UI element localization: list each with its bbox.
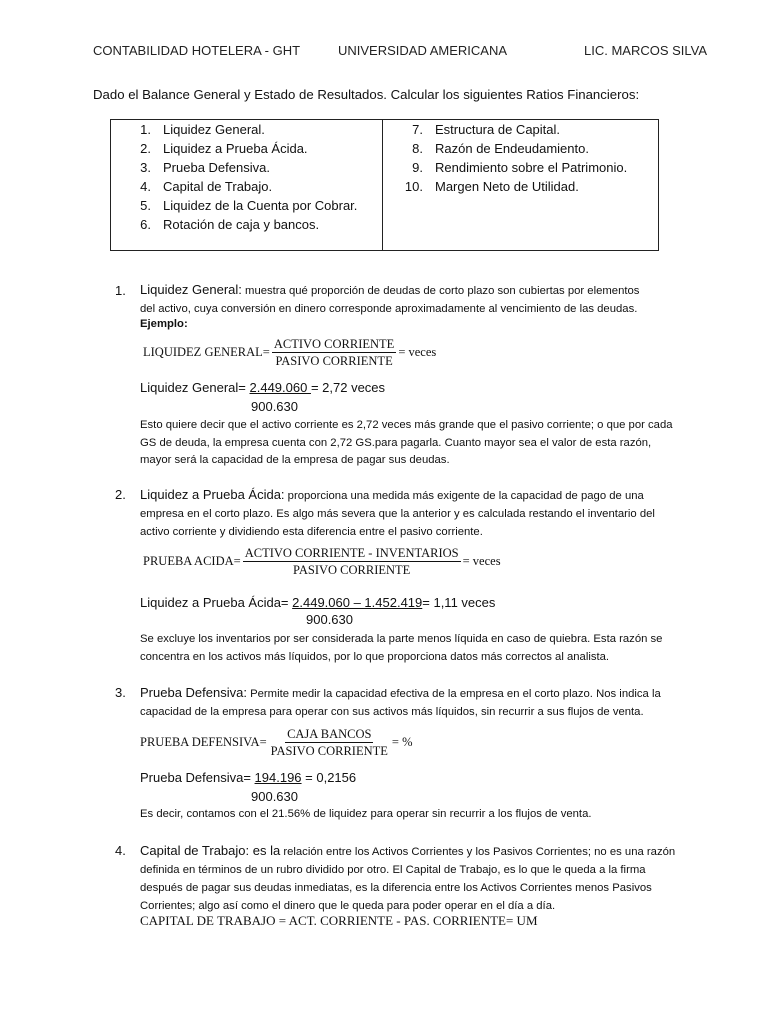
calc-label: Liquidez General=: [140, 380, 250, 395]
example-label: Ejemplo:: [140, 318, 188, 330]
section-title: Liquidez General:: [140, 282, 242, 297]
description-text: proporciona una medida más exigente de la capacidad de pago de una empresa en el corto plazo. Es algo más severa que la anterior y es calculada restando el inventario del activo corriente y dividiendo esta diferencia entre el pasivo corriente.: [140, 490, 655, 538]
ratio-number: 10.: [404, 179, 423, 194]
calc-denominator: 900.630: [306, 612, 353, 627]
ratios-list-right: [401, 120, 627, 196]
intro-text: Dado el Balance General y Estado de Resultados. Calcular los siguientes Ratios Financieros:: [93, 87, 640, 102]
formula-numerator: ACTIVO CORRIENTE - INVENTARIOS: [244, 546, 459, 560]
formula-name: PRUEBA DEFENSIVA=: [140, 735, 267, 749]
ratio-label: Liquidez General.: [163, 122, 265, 137]
calc-label: Prueba Defensiva=: [140, 770, 255, 785]
ratio-label: Estructura de Capital.: [435, 122, 561, 137]
ratio-list-item: [401, 177, 627, 196]
section-title: Capital de Trabajo: es la: [140, 843, 281, 858]
ratio-label: Capital de Trabajo.: [163, 179, 273, 194]
ratio-number: 1.: [140, 122, 151, 137]
ratio-list-item: [401, 158, 627, 177]
section-number: 4.: [115, 843, 126, 858]
calc-denominator: 900.630: [251, 789, 298, 804]
header-instructor: LIC. MARCOS SILVA: [584, 43, 708, 58]
ratios-list-left: [129, 120, 357, 234]
formula-result: = veces: [398, 345, 437, 359]
ratio-list-item: [401, 120, 627, 139]
ratio-number: 4.: [140, 179, 151, 194]
calc-line: [140, 595, 495, 610]
ratio-label: Rotación de caja y bancos.: [163, 217, 320, 232]
formula-liquidez-general: [143, 337, 436, 368]
calc-label: Liquidez a Prueba Ácida=: [140, 595, 293, 610]
formula-fraction: [243, 546, 461, 577]
ratio-list-item: [401, 139, 627, 158]
ratio-number: 8.: [412, 141, 423, 156]
section-explanation: Esto quiere decir que el activo corriente es 2,72 veces más grande que el pasivo corriente; o que por cada GS de deuda, la empresa cuenta con 2,72 GS.para pagarla. Cuanto mayor sea el valor de esta razón, mayor será la capacidad de la empresa de pagar sus deudas.: [140, 419, 673, 466]
formula-fraction: [269, 727, 390, 758]
section-description: [140, 684, 680, 721]
ratio-list-item: [129, 177, 357, 196]
formula-denominator: PASIVO CORRIENTE: [293, 563, 411, 577]
calc-denominator: 900.630: [251, 399, 298, 414]
section-description: [140, 281, 680, 318]
header-university: UNIVERSIDAD AMERICANA: [338, 43, 508, 58]
ratio-label: Liquidez de la Cuenta por Cobrar.: [163, 198, 358, 213]
ratios-table: [110, 119, 659, 251]
section-number: 3.: [115, 685, 126, 700]
calc-numerator: 2.449.060: [249, 380, 311, 395]
ratio-number: 5.: [140, 198, 151, 213]
ratio-label: Margen Neto de Utilidad.: [435, 179, 579, 194]
description-line: muestra qué proporción de deudas de corto plazo son cubiertas por elementos: [241, 285, 640, 297]
section-number: 1.: [115, 283, 126, 298]
ratio-label: Prueba Defensiva.: [163, 160, 270, 175]
formula-denominator: PASIVO CORRIENTE: [275, 354, 393, 368]
calc-numerator: 194.196: [254, 770, 302, 785]
calc-line: [140, 380, 385, 395]
ratio-label: Rendimiento sobre el Patrimonio.: [435, 160, 628, 175]
calc-result: = 1,11 veces: [422, 595, 496, 610]
ratio-label: Liquidez a Prueba Ácida.: [163, 141, 308, 156]
description-line: del activo, cuya conversión en dinero corresponde aproximadamente al vencimiento de las deudas.: [140, 303, 638, 315]
header-course: CONTABILIDAD HOTELERA - GHT: [93, 43, 301, 58]
section-title: Prueba Defensiva:: [140, 685, 247, 700]
ratio-number: 2.: [140, 141, 151, 156]
section-description: [140, 486, 680, 541]
formula-prueba-acida: [143, 546, 501, 577]
formula-name: PRUEBA ACIDA=: [143, 554, 241, 568]
formula-denominator: PASIVO CORRIENTE: [270, 744, 388, 758]
calc-result: = 2,72 veces: [310, 380, 386, 395]
section-title: Liquidez a Prueba Ácida:: [140, 487, 285, 502]
calc-result: = 0,2156: [301, 770, 357, 785]
calc-numerator: 2.449.060 – 1.452.419: [292, 595, 423, 610]
formula-fraction: [272, 337, 396, 368]
ratio-number: 6.: [140, 217, 151, 232]
ratio-list-item: [129, 139, 357, 158]
description-text: Permite medir la capacidad efectiva de la empresa en el corto plazo. Nos indica la capacidad de la empresa para operar con sus activos más líquidos, sin recurrir a sus flujos de venta.: [140, 688, 661, 718]
section-explanation: Es decir, contamos con el 21.56% de liquidez para operar sin recurrir a los flujos de venta.: [140, 808, 592, 820]
section-description: [140, 842, 680, 915]
ratio-label: Razón de Endeudamiento.: [435, 141, 589, 156]
formula-result: = veces: [462, 554, 501, 568]
ratio-list-item: [129, 158, 357, 177]
ratio-list-item: [129, 120, 357, 139]
formula-numerator: CAJA BANCOS: [287, 727, 372, 741]
formula-capital-de-trabajo: CAPITAL DE TRABAJO = ACT. CORRIENTE - PAS. CORRIENTE= UM: [140, 913, 538, 928]
formula-name: LIQUIDEZ GENERAL=: [143, 345, 270, 359]
ratio-list-item: [129, 215, 357, 234]
ratio-number: 9.: [412, 160, 423, 175]
calc-line: [140, 770, 356, 785]
section-explanation: Se excluye los inventarios por ser considerada la parte menos líquida en caso de quiebra. Esta razón se concentra en los activos más líquidos, por lo que proporciona datos más correctos al analista.: [140, 633, 663, 663]
section-number: 2.: [115, 487, 126, 502]
formula-numerator: ACTIVO CORRIENTE: [273, 337, 395, 351]
formula-result: = %: [391, 735, 413, 749]
ratio-list-item: [129, 196, 357, 215]
ratio-number: 7.: [412, 122, 423, 137]
formula-prueba-defensiva: [140, 727, 413, 758]
description-text: relación entre los Activos Corrientes y los Pasivos Corrientes; no es una razón definida en términos de un rubro dividido por otro. El Capital de Trabajo, es lo que le queda a la firma después de pagar sus deudas inmediatas, es la diferencia entre los Activos Corrientes menos Pasivos Corrientes; algo así como el dinero que le queda para poder operar en el día a día.: [140, 846, 676, 912]
table-divider: [382, 120, 383, 250]
ratio-number: 3.: [140, 160, 151, 175]
